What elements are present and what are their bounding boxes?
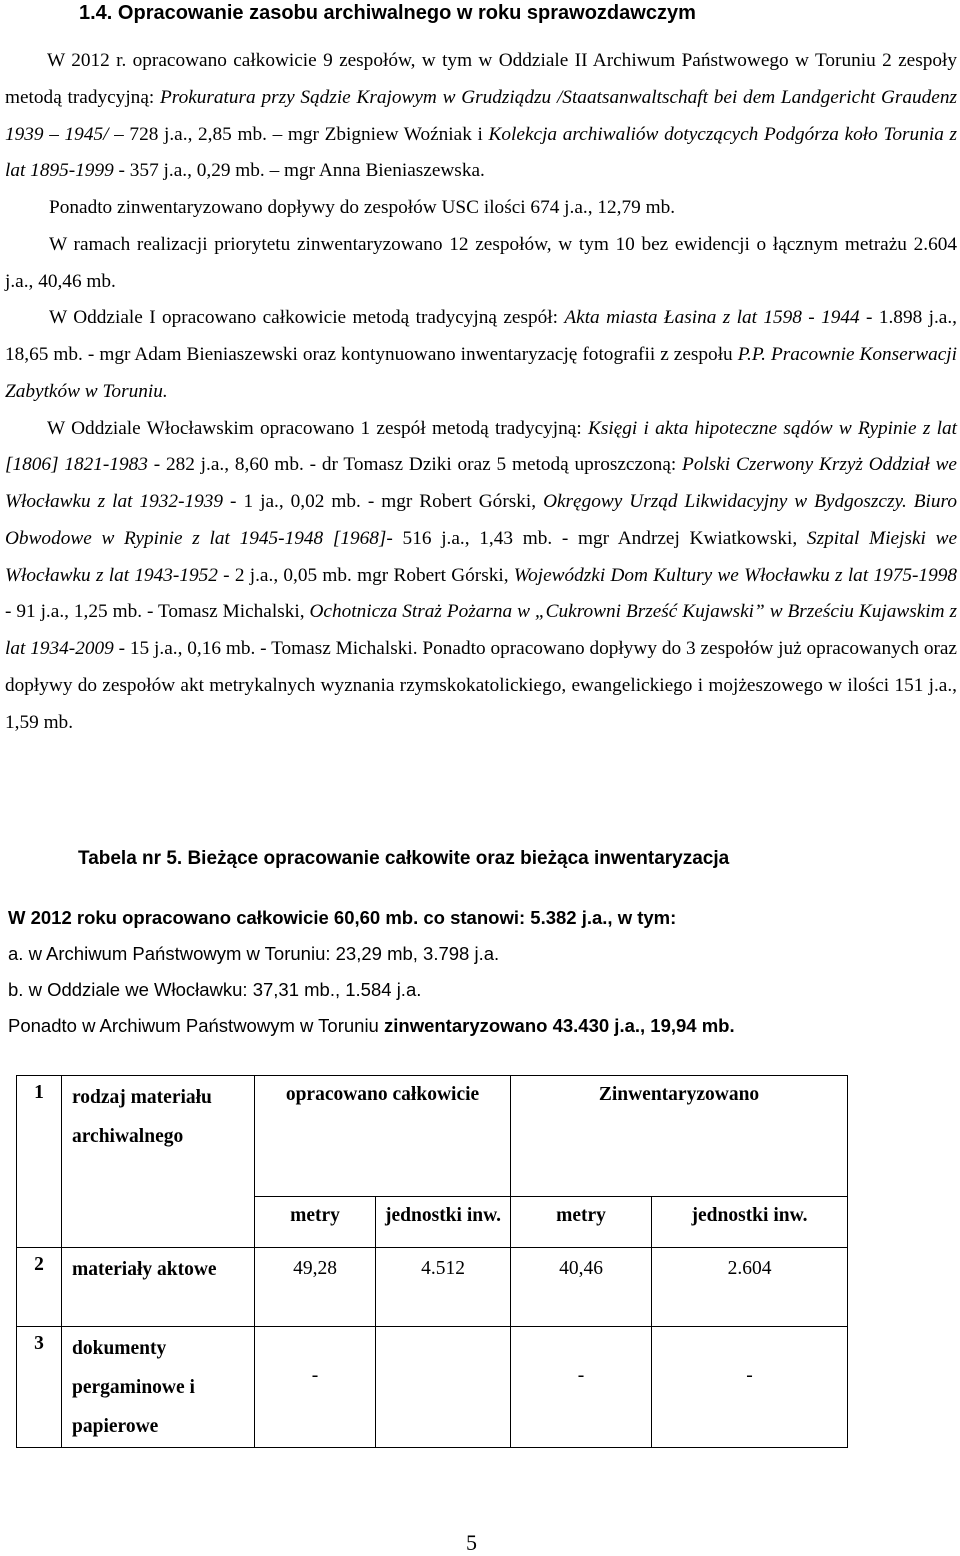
table-cell: 40,46 <box>511 1248 652 1327</box>
paragraph-wloclawek: W Oddziale Włocławskim opracowano 1 zespół metodą tradycyjną: Księgi i akta hipoteczne sądów w Rypinie z lat [1806] 1821-1983 - 282 j.a., 8,60 mb. - dr Tomasz Dziki oraz 5 metodą uproszczoną: Polski Czerwony Krzyż Oddział we Włocławku z lat 1932-1939 - 1 ja., 0,02 mb. - mgr Robert Górski, Okręgowy Urząd Likwidacyjny w Bydgoszczy. Biuro Obwodowe w Rypinie z lat 1945-1948 [1968]- 516 j.a., 1,43 mb. - mgr Andrzej Kwiatkowski, Szpital Miejski we Włocławku z lat 1943-1952 - 2 j.a., 0,05 mb. mgr Robert Górski, Wojewódzki Dom Kultury we Włocławku z lat 1975-1998 - 91 j.a., 1,25 mb. - Tomasz Michalski, Ochotnicza Straż Pożarna w „Cukrowni Brześć Kujawski” w Brześciu Kujawskim z lat 1934-2009 - 15 j.a., 0,16 mb. - Tomasz Michalski. Ponadto opracowano dopływy do 3 zespołów już opracowanych oraz dopływy do zespołów akt metrykalnych wyznania rzymskokatolickiego, ewangelickiego i mojżeszowego w ilości 151 j.a., 1,59 mb. <box>5 417 958 733</box>
table-cell <box>376 1327 511 1448</box>
table-cell: - <box>255 1327 376 1448</box>
table-cell: 2.604 <box>652 1248 848 1327</box>
report-body <box>5 43 957 741</box>
table-cell: - <box>511 1327 652 1448</box>
paragraph-oddzial-ii: W 2012 r. opracowano całkowicie 9 zespołów, w tym w Oddziale II Archiwum Państwowego w Toruniu 2 zespoły metodą tradycyjną: Prokuratura przy Sądzie Krajowym w Grudziądzu /Staatsanwaltschaft bei dem Landgericht Graudenz 1939 – 1945/ – 728 j.a., 2,85 mb. – mgr Zbigniew Woźniak i Kolekcja archiwaliów dotyczących Podgórza koło Torunia z lat 1895-1999 - 357 j.a., 0,29 mb. – mgr Anna Bieniaszewska. <box>5 50 958 182</box>
table-row-kind: dokumenty pergaminowe i papierowe <box>62 1327 255 1448</box>
summary-wloclawek: b. w Oddziale we Włocławku: 37,31 mb., 1.584 j.a. <box>8 979 422 1000</box>
section-heading: 1.4. Opracowanie zasobu archiwalnego w roku sprawozdawczym <box>79 2 696 24</box>
table-row-num: 2 <box>17 1248 62 1327</box>
data-table <box>16 1075 848 1448</box>
table-header-kind: rodzaj materiału archiwalnego <box>62 1076 255 1248</box>
summary-torun: a. w Archiwum Państwowym w Toruniu: 23,29 mb, 3.798 j.a. <box>8 943 500 964</box>
table-caption: Tabela nr 5. Bieżące opracowanie całkowite oraz bieżąca inwentaryzacja <box>78 848 730 869</box>
table-cell: 4.512 <box>376 1248 511 1327</box>
paragraph-usc: Ponadto zinwentaryzowano dopływy do zespołów USC ilości 674 j.a., 12,79 mb. <box>49 197 676 218</box>
paragraph-priorytet: W ramach realizacji priorytetu zinwentaryzowano 12 zespołów, w tym 10 bez ewidencji o łącznym metrażu 2.604 j.a., 40,46 mb. <box>5 233 957 292</box>
table-header-jednostki-2: jednostki inw. <box>652 1197 848 1248</box>
table-cell: 49,28 <box>255 1248 376 1327</box>
page-number: 5 <box>466 1530 477 1555</box>
summary-block <box>8 900 953 1044</box>
table-row-kind: materiały aktowe <box>62 1248 255 1327</box>
table-header-opracowano: opracowano całkowicie <box>255 1076 511 1197</box>
table-header-metry-2: metry <box>511 1197 652 1248</box>
table-row-num: 3 <box>17 1327 62 1448</box>
paragraph-oddzial-i: W Oddziale I opracowano całkowicie metodą tradycyjną zespół: Akta miasta Łasina z lat 1598 - 1944 - 1.898 j.a., 18,65 mb. - mgr Adam Bieniaszewski oraz kontynuowano inwentaryzację fotografii z zespołu P.P. Pracownie Konserwacji Zabytków w Toruniu. <box>5 307 957 402</box>
table-header-num: 1 <box>17 1076 62 1248</box>
summary-inventory: Ponadto w Archiwum Państwowym w Toruniu zinwentaryzowano 43.430 j.a., 19,94 mb. <box>8 1015 735 1036</box>
table-header-jednostki-1: jednostki inw. <box>376 1197 511 1248</box>
table-cell: - <box>652 1327 848 1448</box>
table-header-zinwentaryzowano: Zinwentaryzowano <box>511 1076 848 1197</box>
summary-total: W 2012 roku opracowano całkowicie 60,60 mb. co stanowi: 5.382 j.a., w tym: <box>8 907 677 928</box>
table-header-metry-1: metry <box>255 1197 376 1248</box>
